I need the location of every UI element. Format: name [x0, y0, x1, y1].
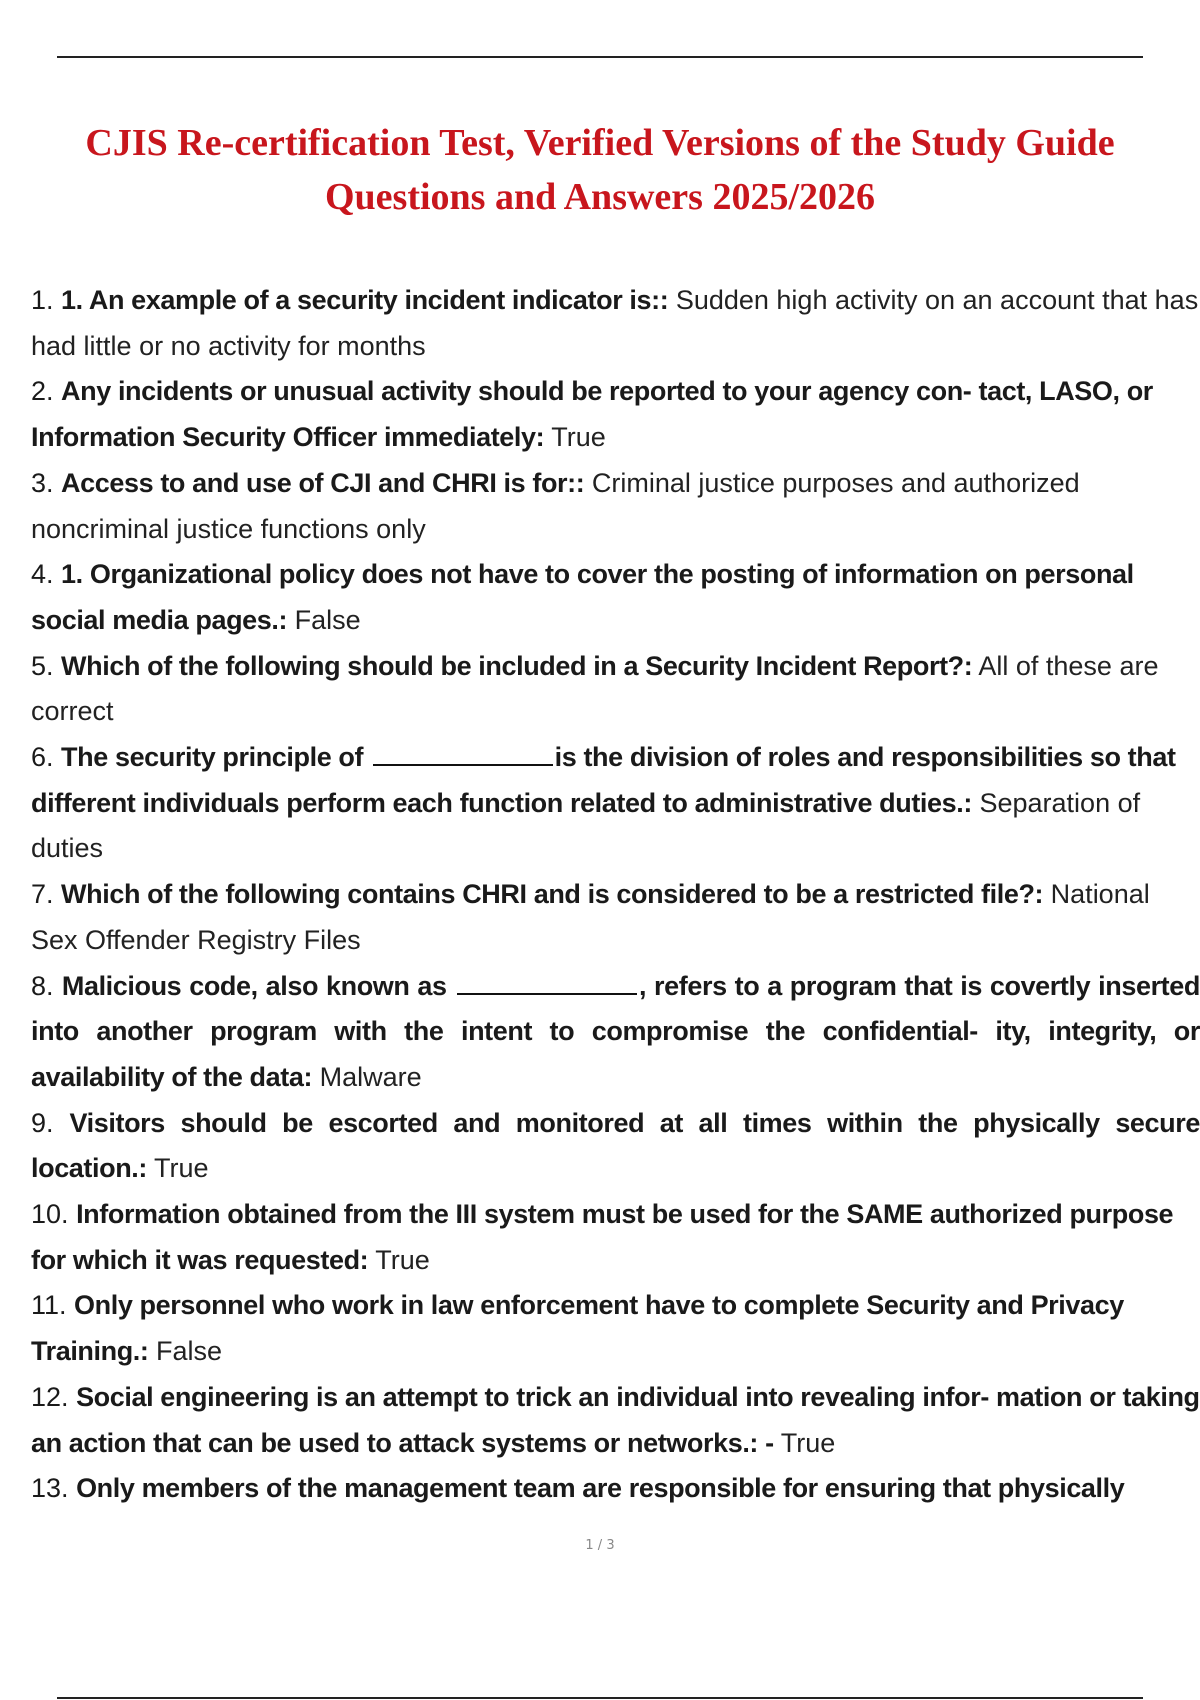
- question-text: Social engineering is an attempt to trick an individual into revealing infor- mation or taking an action that can be used to attack systems or networks.: -: [31, 1381, 1200, 1458]
- question-item-10: [31, 1192, 1200, 1283]
- question-text: Only personnel who work in law enforcement have to complete Security and Privacy Training.:: [31, 1290, 1124, 1367]
- question-item-2: [31, 369, 1200, 460]
- question-text: Visitors should be escorted and monitored at all times within the physically secure location.:: [31, 1107, 1200, 1184]
- question-item-3: [31, 461, 1200, 552]
- question-number: 9.: [31, 1107, 54, 1138]
- title-line-2: Questions and Answers 2025/2026: [324, 176, 876, 218]
- question-number: 7.: [31, 879, 54, 910]
- question-item-6: [31, 735, 1200, 872]
- answer-text: False: [156, 1336, 223, 1367]
- fill-in-blank: [457, 971, 637, 995]
- question-number: 12.: [31, 1381, 69, 1412]
- answer-text: Criminal justice purposes and authorized noncriminal justice functions only: [31, 467, 1080, 544]
- question-number: 8.: [31, 970, 54, 1001]
- answer-text: National Sex Offender Registry Files: [31, 879, 1150, 955]
- question-item-5: [31, 644, 1200, 735]
- question-text: Information obtained from the III system must be used for the SAME authorized purpose for which it was requested:: [31, 1199, 1174, 1275]
- answer-text: True: [154, 1153, 209, 1184]
- question-number: 13.: [31, 1473, 69, 1504]
- answer-text: Sudden high activity on an account that has had little or no activity for months: [31, 285, 1199, 361]
- question-number: 5.: [31, 650, 54, 681]
- question-number: 11.: [31, 1290, 67, 1321]
- question-item-1: [31, 278, 1200, 369]
- question-number: 1.: [31, 285, 54, 315]
- page-number: 1 / 3: [585, 1538, 615, 1553]
- answer-text: Separation of duties: [31, 787, 1141, 864]
- question-item-13: [31, 1466, 1200, 1512]
- question-text-end: is the division of roles and responsibilities so that different individuals perform each function related to administrative duties.:: [31, 742, 1176, 818]
- question-item-12: [31, 1375, 1200, 1466]
- question-text: 1. Organizational policy does not have to cover the posting of information on personal social media pages.:: [31, 559, 1134, 635]
- question-text-start: The security principle of: [61, 742, 364, 773]
- question-item-9: [31, 1101, 1200, 1192]
- answer-text: True: [375, 1244, 430, 1275]
- question-text: Access to and use of CJI and CHRI is for::: [61, 467, 585, 498]
- question-number: 10.: [31, 1199, 69, 1230]
- answer-text: False: [294, 604, 361, 635]
- question-number: 6.: [31, 742, 54, 773]
- document-title: [40, 116, 1160, 224]
- question-number: 3.: [31, 467, 54, 498]
- question-item-11: [31, 1283, 1200, 1374]
- question-text: Only members of the management team are responsible for ensuring that physically: [76, 1473, 1125, 1504]
- question-text-start: Malicious code, also known as: [61, 970, 447, 1001]
- answer-text: Malware: [319, 1061, 422, 1092]
- question-text: Which of the following contains CHRI and is considered to be a restricted file?:: [61, 879, 1044, 910]
- question-text: Which of the following should be included in a Security Incident Report?:: [61, 650, 973, 681]
- question-text-end: , refers to a program that is covertly inserted into another program with the intent to compromise the confidential- ity, integrity, or availability of the data:: [31, 970, 1200, 1092]
- fill-in-blank: [373, 742, 553, 766]
- question-number: 4.: [31, 559, 54, 590]
- question-item-8: [31, 964, 1200, 1101]
- question-list: [31, 278, 1200, 1512]
- question-text: 1. An example of a security incident indicator is::: [61, 285, 669, 315]
- question-number: 2.: [31, 376, 54, 407]
- answer-text: All of these are correct: [31, 650, 1159, 727]
- question-text: Any incidents or unusual activity should be reported to your agency con- tact, LASO, or Information Security Officer immediately:: [31, 376, 1153, 453]
- answer-text: True: [551, 422, 606, 453]
- top-divider: [57, 56, 1143, 58]
- question-item-4: [31, 552, 1200, 643]
- title-line-1: CJIS Re-certification Test, Verified Versions of the Study Guide: [85, 122, 1115, 164]
- answer-text: True: [780, 1427, 836, 1458]
- bottom-divider: [57, 1697, 1143, 1699]
- question-item-7: [31, 872, 1200, 963]
